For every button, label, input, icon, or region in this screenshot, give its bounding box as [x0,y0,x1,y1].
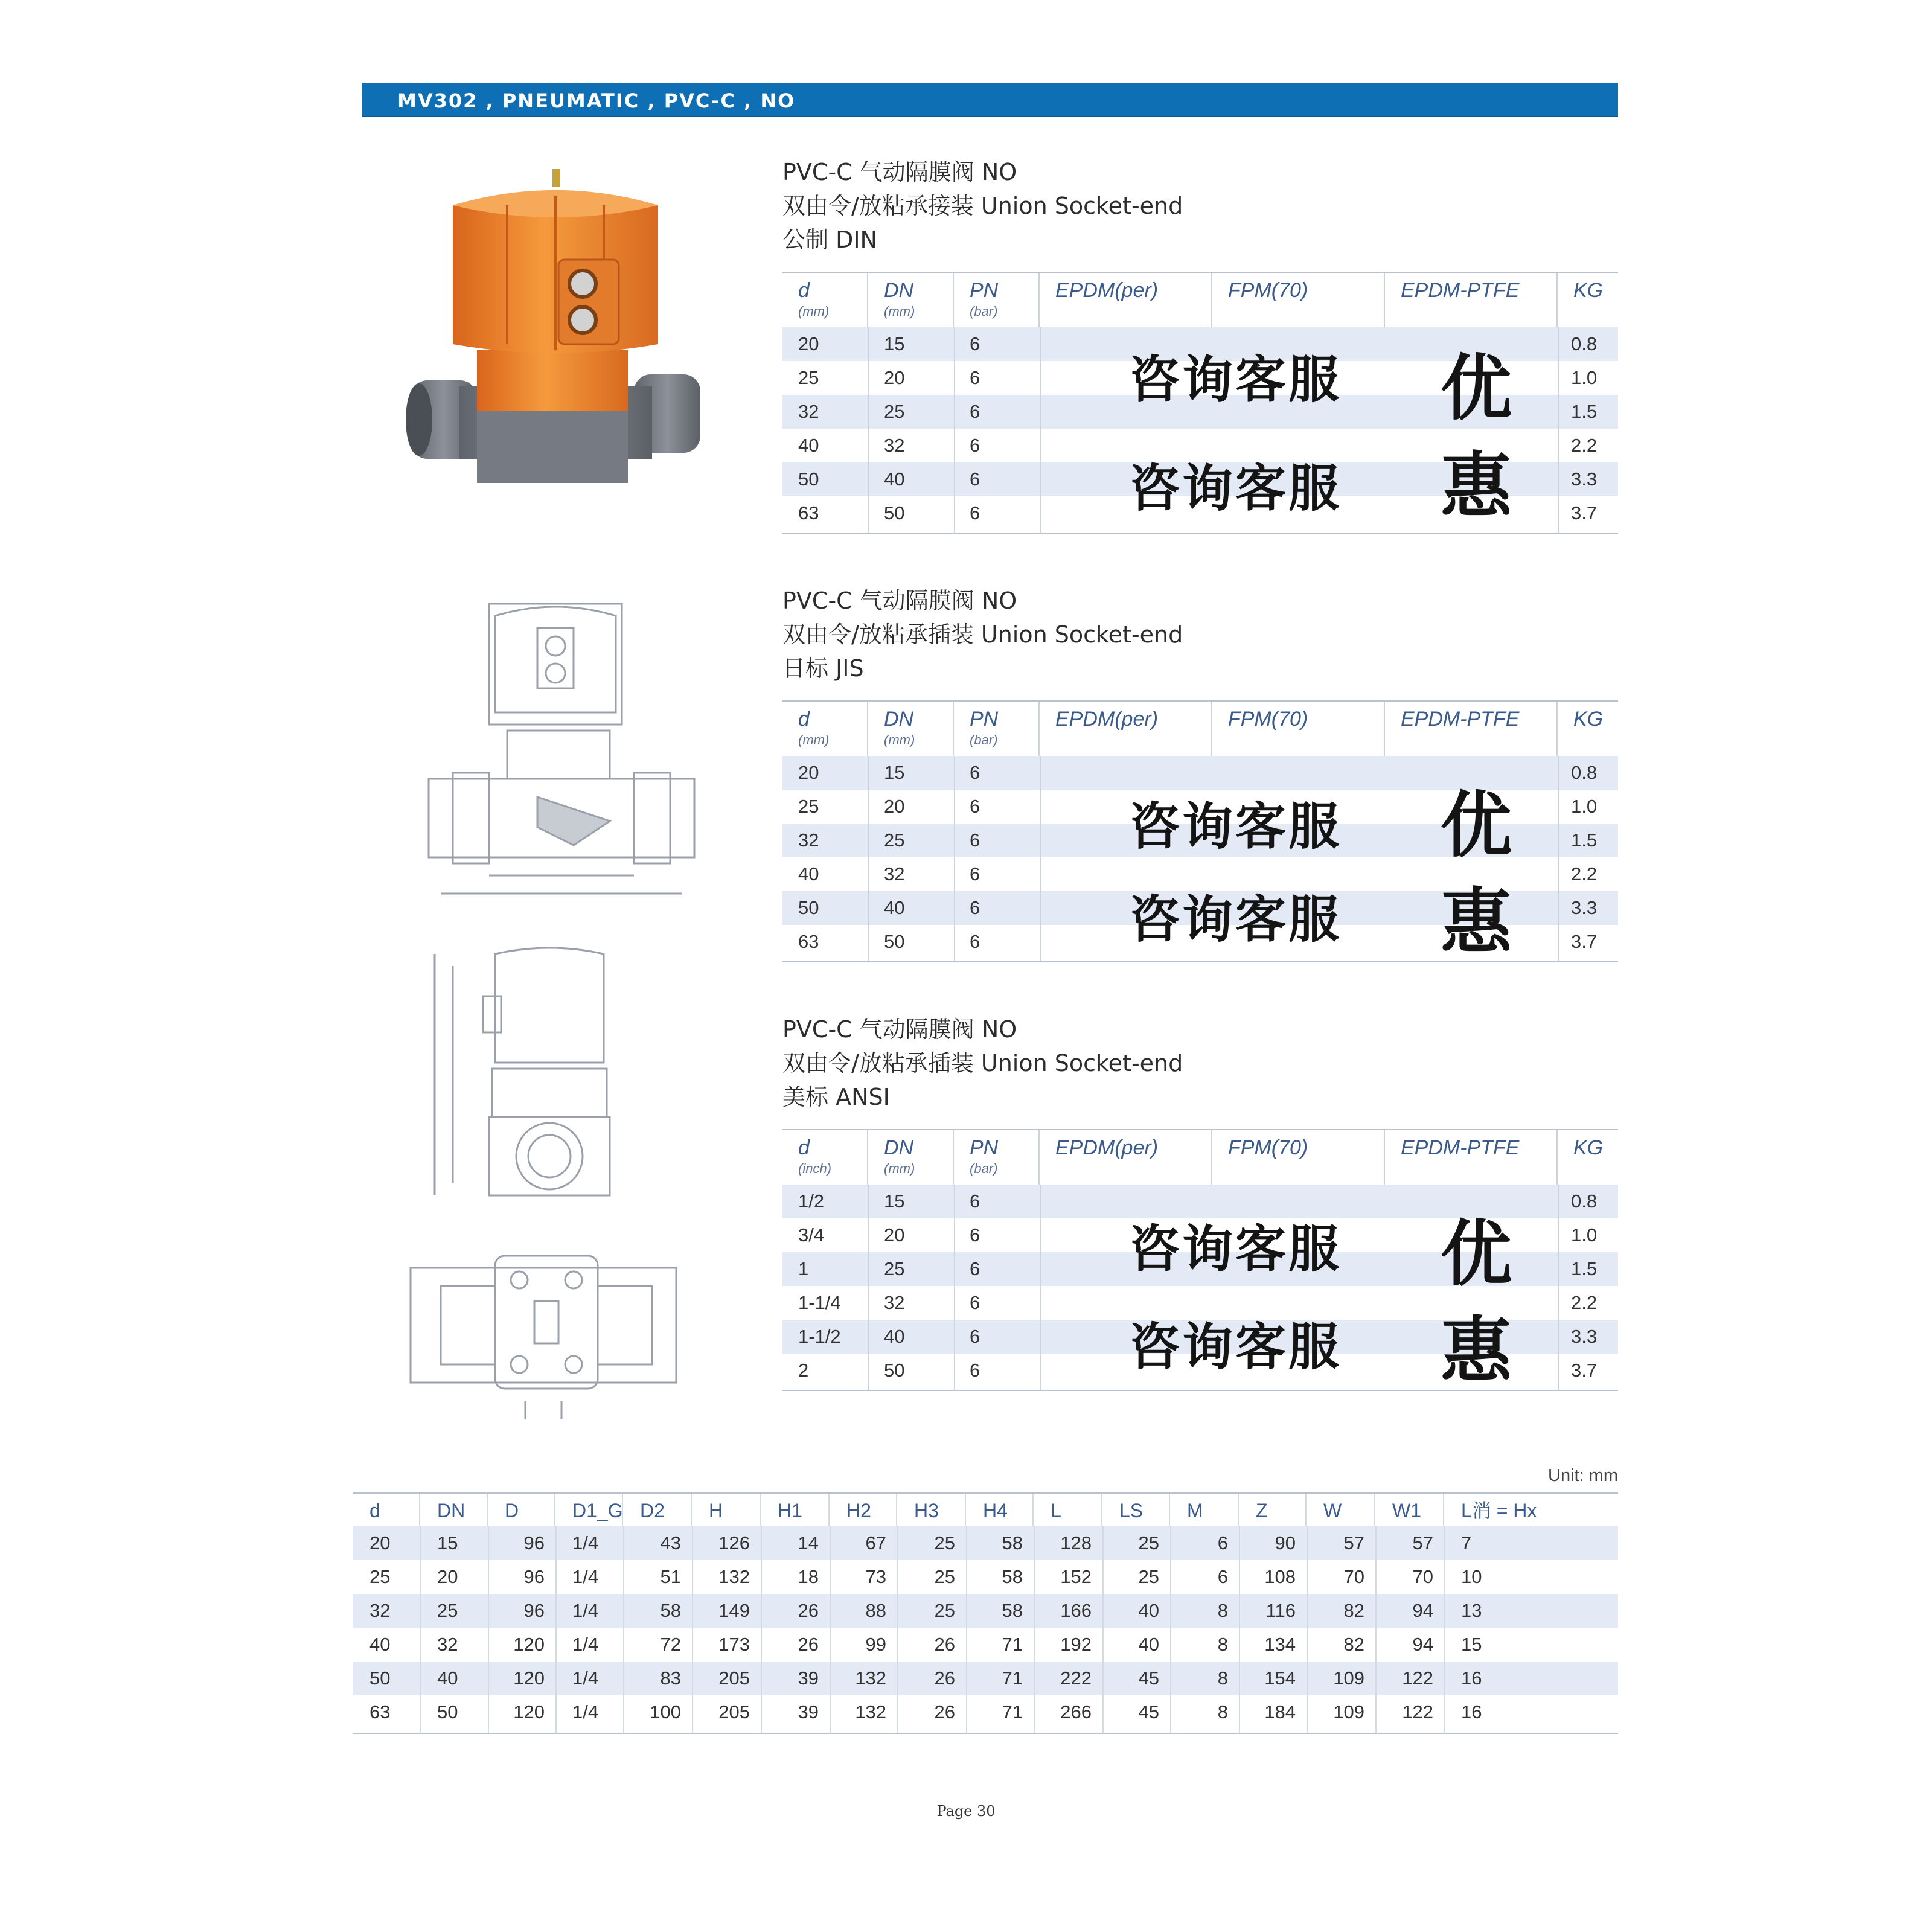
cell-dn: 25 [884,1258,905,1279]
spec-section-din [782,153,1618,540]
cell-d: 40 [798,435,819,456]
cell-pn: 6 [970,863,980,884]
dim-cell: 15 [1461,1634,1482,1655]
promo-text: 咨询客服 [1129,1220,1342,1279]
dim-cell: 149 [718,1600,750,1621]
dim-cell: 8 [1217,1668,1228,1689]
dim-cell: 94 [1412,1600,1433,1621]
spec-table [782,700,1618,964]
dim-cell: 1/4 [572,1600,599,1621]
valve-front-drawing [423,942,640,1208]
dim-cell: 1/4 [572,1701,599,1722]
dim-header-cell: H [692,1494,761,1527]
promo-text: 咨询客服 [1129,890,1342,949]
dim-cell: 39 [798,1701,819,1722]
spec-table-body [782,756,1618,962]
dim-header-cell: H1 [761,1494,830,1527]
cell-dn: 15 [884,333,905,354]
promo-big-char: 惠 [1441,880,1512,964]
dim-cell: 40 [1138,1600,1159,1621]
dim-cell: 6 [1217,1532,1228,1553]
dim-cell: 13 [1461,1600,1482,1621]
dim-cell: 8 [1217,1634,1228,1655]
dim-cell: 14 [798,1532,819,1553]
dim-cell: 132 [855,1701,886,1722]
cell-pn: 6 [970,762,980,783]
cell-pn: 6 [970,401,980,422]
dim-cell: 32 [437,1634,458,1655]
promo-big-char: 优 [1441,347,1512,430]
dim-cell: 7 [1461,1532,1472,1553]
cell-dn: 32 [884,435,905,456]
cell-dn: 25 [884,830,905,851]
cell-d: 32 [798,830,819,851]
dim-cell: 50 [369,1668,391,1689]
cell-kg: 1.5 [1571,401,1598,422]
header-epdm: EPDM(per) [1040,702,1212,757]
unit-label: Unit: mm [1548,1466,1618,1485]
dim-header-cell: LS [1102,1494,1170,1527]
dim-cell: 45 [1138,1701,1159,1722]
promo-big-char: 优 [1441,784,1512,867]
header-pn: PN (bar) [954,1130,1040,1186]
cell-kg: 3.7 [1571,1360,1598,1381]
dim-cell: 1/4 [572,1634,599,1655]
dim-cell: 40 [437,1668,458,1689]
cell-dn: 32 [884,1292,905,1313]
dim-cell: 25 [437,1600,458,1621]
cell-d: 63 [798,931,819,952]
dim-cell: 205 [718,1701,750,1722]
dim-cell: 67 [865,1532,886,1553]
dim-header-cell: M [1170,1494,1239,1527]
dim-cell: 205 [718,1668,750,1689]
cell-kg: 1.5 [1571,830,1598,851]
dim-cell: 25 [1138,1532,1159,1553]
product-name: PVC-C 气动隔膜阀 NO [782,159,1017,185]
dim-cell: 1/4 [572,1532,599,1553]
header-fpm: FPM(70) [1212,273,1385,328]
cell-pn: 6 [970,830,980,851]
cell-kg: 3.3 [1571,897,1598,918]
cell-dn: 40 [884,1326,905,1347]
cell-dn: 15 [884,762,905,783]
dim-cell: 71 [1002,1634,1023,1655]
dim-cell: 72 [660,1634,681,1655]
section-description [782,153,1618,272]
dim-cell: 26 [934,1668,955,1689]
spec-table [782,1129,1618,1392]
section-description [782,1011,1618,1129]
dim-cell: 128 [1060,1532,1092,1553]
standard: 日标 JIS [782,655,864,682]
dim-cell: 57 [1412,1532,1433,1553]
dim-cell: 25 [934,1600,955,1621]
spec-table [782,272,1618,535]
cell-d: 3/4 [798,1224,825,1246]
spec-table-body [782,327,1618,534]
cell-kg: 1.0 [1571,796,1598,817]
dim-cell: 16 [1461,1668,1482,1689]
product-name: PVC-C 气动隔膜阀 NO [782,587,1017,614]
dim-cell: 134 [1264,1634,1296,1655]
cell-d: 40 [798,863,819,884]
connection-type: 双由令/放粘承接装 Union Socket-end [782,193,1183,219]
header-epdm-ptfe: EPDM-PTFE [1385,273,1558,328]
connection-type: 双由令/放粘承插装 Union Socket-end [782,621,1183,648]
dim-cell: 132 [855,1668,886,1689]
cell-dn: 20 [884,1224,905,1246]
dim-cell: 57 [1343,1532,1364,1553]
standard: 美标 ANSI [782,1084,890,1110]
dim-cell: 73 [865,1566,886,1587]
cell-kg: 3.3 [1571,469,1598,490]
dim-cell: 39 [798,1668,819,1689]
dim-cell: 40 [1138,1634,1159,1655]
table-row [353,1526,1618,1560]
dim-cell: 8 [1217,1701,1228,1722]
promo-big-char: 惠 [1441,1309,1512,1392]
dim-cell: 32 [369,1600,391,1621]
dim-cell: 222 [1060,1668,1092,1689]
promo-text: 咨询客服 [1129,1317,1342,1377]
spec-section-jis [782,582,1618,968]
cell-kg: 1.5 [1571,1258,1598,1279]
page-number: Page 30 [936,1803,996,1820]
product-name: PVC-C 气动隔膜阀 NO [782,1016,1017,1043]
cell-dn: 40 [884,897,905,918]
header-fpm: FPM(70) [1212,702,1385,757]
dim-cell: 1/4 [572,1668,599,1689]
header-epdm-ptfe: EPDM-PTFE [1385,1130,1558,1186]
cell-dn: 50 [884,1360,905,1381]
header-dn: DN (mm) [868,702,954,757]
dim-cell: 26 [934,1634,955,1655]
header-d: d (mm) [782,273,868,328]
dim-cell: 122 [1402,1668,1433,1689]
cell-pn: 6 [970,1191,980,1212]
dim-cell: 126 [718,1532,750,1553]
standard: 公制 DIN [782,226,877,253]
cell-d: 63 [798,502,819,523]
cell-d: 2 [798,1360,809,1381]
dim-cell: 120 [513,1668,545,1689]
dim-header-cell: Z [1239,1494,1307,1527]
cell-d: 25 [798,796,819,817]
dim-cell: 82 [1343,1634,1364,1655]
cell-kg: 0.8 [1571,762,1598,783]
dim-cell: 116 [1265,1600,1296,1621]
cell-pn: 6 [970,469,980,490]
dim-cell: 58 [1002,1532,1023,1553]
header-d: d (mm) [782,702,868,757]
dim-cell: 71 [1002,1701,1023,1722]
cell-pn: 6 [970,1360,980,1381]
dim-header-cell: L消 = Hx [1461,1500,1537,1521]
valve-top-drawing [405,1244,682,1425]
dim-cell: 6 [1217,1566,1228,1587]
dim-header-cell: L [1034,1494,1102,1527]
dim-cell: 25 [1138,1566,1159,1587]
dim-cell: 26 [798,1600,819,1621]
dim-cell: 1/4 [572,1566,599,1587]
dim-header-cell: W1 [1375,1494,1444,1527]
cell-pn: 6 [970,1258,980,1279]
dim-cell: 58 [1002,1566,1023,1587]
dim-header-cell: d [353,1494,420,1527]
dim-cell: 20 [369,1532,391,1553]
header-title: MV302 , PNEUMATIC , PVC-C , NO [397,89,796,112]
dim-cell: 40 [369,1634,391,1655]
cell-kg: 1.0 [1571,1224,1598,1246]
header-d: d (inch) [782,1130,868,1186]
header-fpm: FPM(70) [1212,1130,1385,1186]
dim-cell: 45 [1138,1668,1159,1689]
dim-cell: 58 [660,1600,681,1621]
cell-dn: 20 [884,796,905,817]
cell-d: 1 [798,1258,809,1279]
cell-pn: 6 [970,333,980,354]
dim-cell: 154 [1264,1668,1296,1689]
cell-dn: 20 [884,367,905,388]
dim-cell: 26 [798,1634,819,1655]
dim-cell: 25 [934,1532,955,1553]
cell-pn: 6 [970,796,980,817]
header-kg: KG [1573,279,1604,302]
dim-cell: 25 [934,1566,955,1587]
cell-d: 50 [798,469,819,490]
dim-cell: 25 [369,1566,391,1587]
dim-header-cell: DN [420,1494,488,1527]
header-pn: PN (bar) [954,273,1040,328]
valve-product-photo [398,169,712,507]
cell-pn: 6 [970,1292,980,1313]
table-row [353,1560,1618,1594]
cell-kg: 3.3 [1571,1326,1598,1347]
spec-table-body [782,1185,1618,1391]
dim-cell: 96 [523,1566,545,1587]
dim-cell: 83 [660,1668,681,1689]
cell-dn: 50 [884,931,905,952]
header-band [362,83,1618,117]
dim-cell: 51 [660,1566,681,1587]
cell-kg: 1.0 [1571,367,1598,388]
cell-d: 1/2 [798,1191,825,1212]
dim-cell: 10 [1461,1566,1482,1587]
dim-cell: 94 [1412,1634,1433,1655]
dim-cell: 184 [1264,1701,1296,1722]
cell-dn: 40 [884,469,905,490]
table-row [353,1594,1618,1628]
cell-pn: 6 [970,931,980,952]
dim-cell: 50 [437,1701,458,1722]
dim-header-cell: H3 [897,1494,966,1527]
cell-kg: 3.7 [1571,502,1598,523]
cell-dn: 32 [884,863,905,884]
promo-text: 咨询客服 [1129,459,1342,518]
dim-cell: 58 [1002,1600,1023,1621]
section-description [782,582,1618,700]
cell-pn: 6 [970,1224,980,1246]
dim-cell: 173 [718,1634,750,1655]
dim-header-cell: D2 [623,1494,692,1527]
spec-table-header [782,272,1618,328]
cell-d: 32 [798,401,819,422]
cell-kg: 3.7 [1571,931,1598,952]
cell-dn: 50 [884,502,905,523]
dim-cell: 63 [369,1701,391,1722]
cell-d: 25 [798,367,819,388]
cell-pn: 6 [970,367,980,388]
dim-cell: 96 [523,1532,545,1553]
table-row [353,1662,1618,1695]
cell-pn: 6 [970,502,980,523]
dim-header-cell: W [1307,1494,1375,1527]
cell-d: 20 [798,333,819,354]
spec-table-header [782,700,1618,757]
promo-big-char: 优 [1441,1212,1512,1296]
cell-pn: 6 [970,435,980,456]
dim-cell: 109 [1333,1668,1364,1689]
dim-cell: 122 [1402,1701,1433,1722]
cell-dn: 15 [884,1191,905,1212]
dim-header-cell: H2 [830,1494,897,1527]
header-epdm: EPDM(per) [1040,273,1212,328]
dim-cell: 100 [650,1701,681,1722]
dim-cell: 15 [437,1532,458,1553]
dim-cell: 71 [1002,1668,1023,1689]
dim-cell: 20 [437,1566,458,1587]
table-row [353,1695,1618,1729]
dim-cell: 16 [1461,1701,1482,1722]
header-epdm: EPDM(per) [1040,1130,1212,1186]
spec-section-ansi [782,1011,1618,1397]
dim-cell: 99 [865,1634,886,1655]
cell-kg: 2.2 [1571,435,1598,456]
header-epdm-ptfe: EPDM-PTFE [1385,702,1558,757]
dim-cell: 88 [865,1600,886,1621]
dim-cell: 120 [513,1701,545,1722]
cell-dn: 25 [884,401,905,422]
dim-cell: 8 [1217,1600,1228,1621]
header-pn: PN (bar) [954,702,1040,757]
dim-cell: 166 [1060,1600,1092,1621]
dimension-table-body [353,1526,1618,1734]
spec-table-header [782,1129,1618,1186]
dim-header-cell: D [488,1494,555,1527]
dim-cell: 96 [523,1600,545,1621]
cell-kg: 0.8 [1571,333,1598,354]
header-kg: KG [1573,708,1604,731]
valve-section-drawing [417,592,706,918]
header-kg: KG [1573,1136,1604,1159]
dim-cell: 70 [1343,1566,1364,1587]
cell-kg: 2.2 [1571,1292,1598,1313]
dim-cell: 26 [934,1701,955,1722]
cell-kg: 0.8 [1571,1191,1598,1212]
cell-kg: 2.2 [1571,863,1598,884]
table-row [353,1628,1618,1662]
promo-text: 咨询客服 [1129,797,1342,856]
dim-cell: 152 [1060,1566,1092,1587]
cell-pn: 6 [970,897,980,918]
dim-header-cell: D1_G [555,1494,623,1527]
cell-pn: 6 [970,1326,980,1347]
dim-cell: 132 [718,1566,750,1587]
dim-cell: 108 [1264,1566,1296,1587]
connection-type: 双由令/放粘承插装 Union Socket-end [782,1050,1183,1076]
cell-d: 1-1/4 [798,1292,841,1313]
dim-cell: 70 [1412,1566,1433,1587]
dim-cell: 266 [1060,1701,1092,1722]
dim-cell: 82 [1343,1600,1364,1621]
dim-cell: 18 [798,1566,819,1587]
dim-cell: 90 [1275,1532,1296,1553]
cell-d: 50 [798,897,819,918]
dimension-table-header [353,1492,1618,1527]
dim-cell: 192 [1060,1634,1092,1655]
header-dn: DN (mm) [868,1130,954,1186]
dim-cell: 120 [513,1634,545,1655]
dim-cell: 109 [1333,1701,1364,1722]
cell-d: 20 [798,762,819,783]
dim-cell: 43 [660,1532,681,1553]
promo-big-char: 惠 [1441,444,1512,528]
header-dn: DN (mm) [868,273,954,328]
promo-text: 咨询客服 [1129,350,1342,409]
dim-header-cell: H4 [966,1494,1034,1527]
cell-d: 1-1/2 [798,1326,841,1347]
